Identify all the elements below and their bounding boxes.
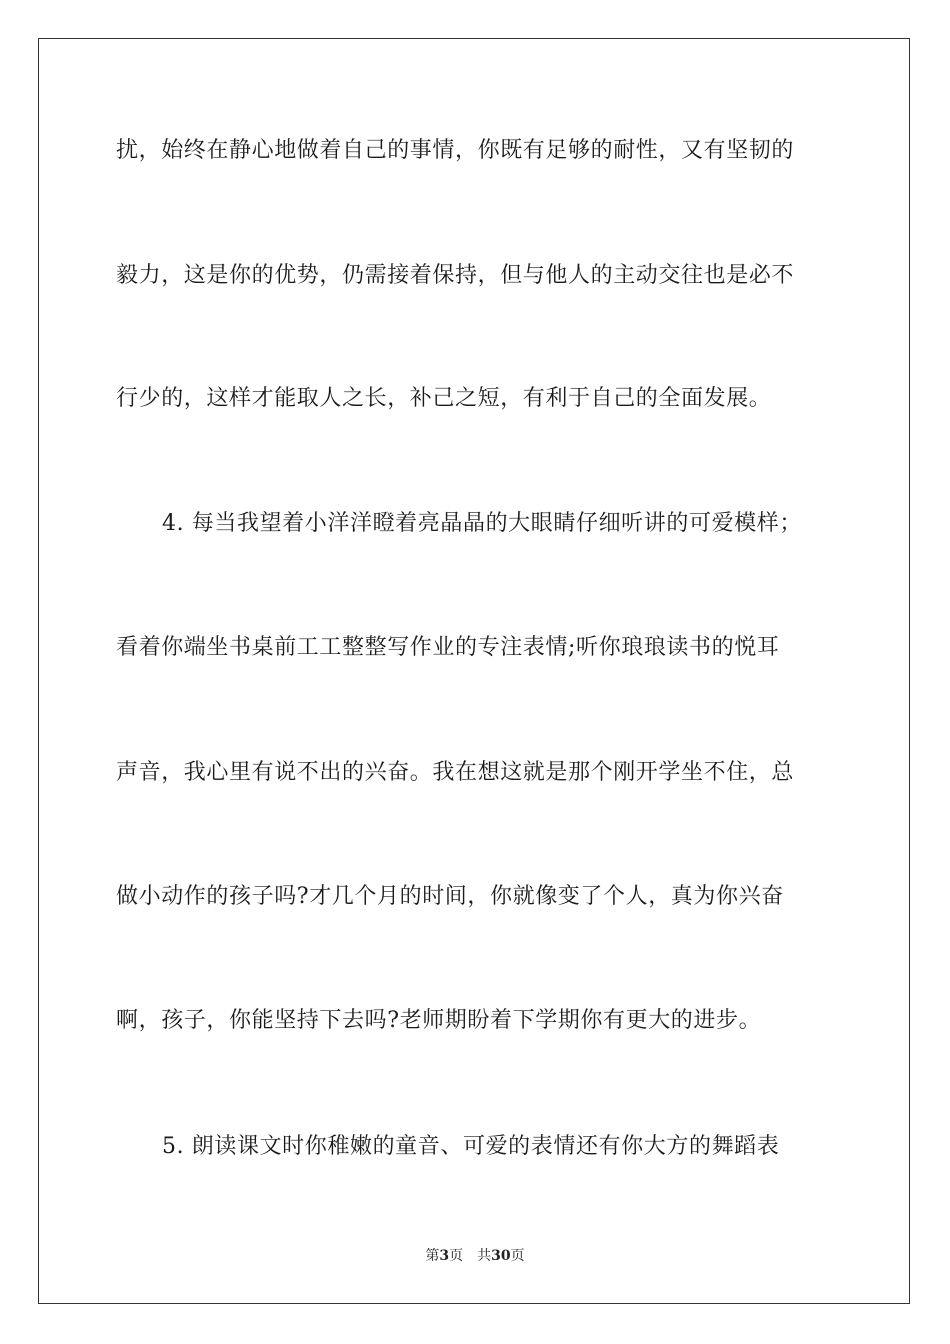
footer-total-pages: 30 [491, 1248, 511, 1264]
page-frame [38, 38, 910, 1304]
paragraph-5-start: 5. 朗读课文时你稚嫩的童音、可爱的表情还有你大方的舞蹈表 [162, 1134, 780, 1159]
text-line: 扰，始终在静心地做着自己的事情，你既有足够的耐性，又有坚韧的 [116, 138, 795, 163]
footer-page-suffix: 页 [449, 1248, 464, 1264]
text-line: 啊，孩子，你能坚持下去吗?老师期盼着下学期你有更大的进步。 [116, 1008, 762, 1033]
footer-total-suffix: 页 [510, 1248, 525, 1264]
page-footer [0, 1246, 950, 1266]
footer-page-prefix: 第 [425, 1248, 440, 1264]
text-line: 看着你端坐书桌前工工整整写作业的专注表情;听你琅琅读书的悦耳 [116, 635, 780, 660]
footer-total-prefix: 共 [477, 1248, 492, 1264]
paragraph-4-start: 4. 每当我望着小洋洋瞪着亮晶晶的大眼睛仔细听讲的可爱模样； [162, 511, 802, 536]
footer-page-number: 3 [439, 1248, 450, 1264]
text-line: 行少的，这样才能取人之长，补己之短，有利于自己的全面发展。 [116, 386, 772, 411]
text-line: 声音，我心里有说不出的兴奋。我在想这就是那个刚开学坐不住，总 [116, 760, 795, 785]
text-line: 做小动作的孩子吗?才几个月的时间，你就像变了个人，真为你兴奋 [116, 884, 784, 909]
text-line: 毅力，这是你的优势，仍需接着保持，但与他人的主动交往也是必不 [116, 263, 795, 288]
